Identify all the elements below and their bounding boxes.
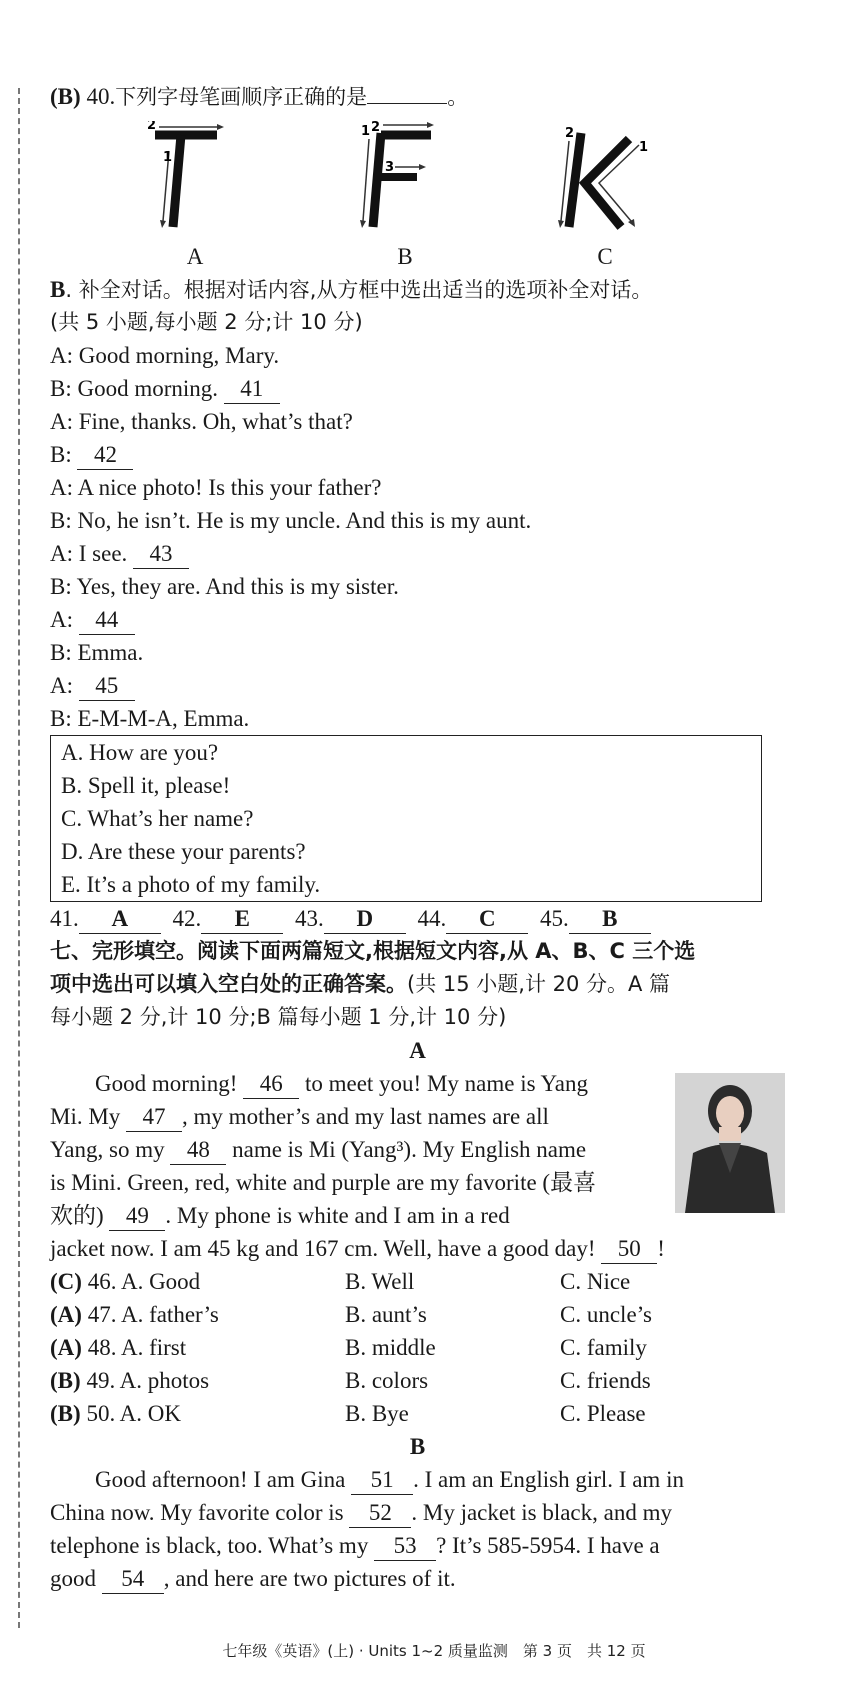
box-option: D. Are these your parents?	[61, 839, 306, 864]
options-box	[50, 735, 762, 902]
answer-45[interactable]: B	[569, 905, 651, 934]
letter-f-strokes	[355, 121, 455, 236]
blank-44[interactable]: 44	[79, 606, 135, 635]
dialogue-line: B: No, he isn’t. He is my uncle. And this is my aunt.	[50, 508, 532, 533]
letter-f-figure: 1 2 3 B	[355, 113, 455, 273]
stroke-num: 1	[163, 150, 173, 165]
section-b-title: B. 补全对话。根据对话内容,从方框中选出适当的选项补全对话。	[50, 277, 653, 302]
letter-t-figure: 2 1 A	[145, 113, 245, 273]
answer-40: B	[57, 84, 74, 109]
dialogue-line: B: Good morning. 41	[50, 372, 785, 405]
letter-stroke-figures	[50, 113, 785, 273]
passage-line: good 54 , and here are two pictures of it.	[50, 1562, 785, 1595]
passage-line: 欢的) 49 . My phone is white and I am in a red	[50, 1199, 610, 1232]
answer-43[interactable]: D	[324, 905, 406, 934]
question-48: (A) 48. A. first B. middle C. family	[50, 1335, 647, 1360]
dialogue-line: A: 44	[50, 603, 785, 636]
answer-row: 41. A 42. E 43. D 44. C 45. B	[50, 902, 785, 935]
blank-43[interactable]: 43	[133, 540, 189, 569]
question-40: (B) 40.下列字母笔画顺序正确的是 。	[50, 84, 469, 109]
blank-54[interactable]: 54	[102, 1565, 164, 1594]
dialogue-line: A: 45	[50, 669, 785, 702]
passage-line: telephone is black, too. What’s my 53 ? It’s 585-5954. I have a	[50, 1529, 785, 1562]
question-47: (A) 47. A. father’s B. aunt’s C. uncle’s	[50, 1302, 652, 1327]
letter-k-strokes	[555, 121, 655, 236]
letter-t-strokes	[145, 121, 245, 236]
stroke-num: 1	[639, 140, 649, 155]
page-footer: 七年级《英语》(上) · Units 1~2 质量监测 第 3 页 共 12 页	[222, 1642, 646, 1660]
question-49: (B) 49. A. photos B. colors C. friends	[50, 1368, 651, 1393]
blank-48[interactable]: 48	[170, 1136, 226, 1165]
exam-page	[50, 80, 785, 1595]
dialogue-line: B: 42	[50, 438, 785, 471]
blank-42[interactable]: 42	[77, 441, 133, 470]
section-7-title-3: 每小题 2 分,计 10 分;B 篇每小题 1 分,计 10 分)	[50, 1005, 507, 1029]
passage-line: Good afternoon! I am Gina 51 . I am an English girl. I am in	[50, 1463, 785, 1496]
answer-41[interactable]: A	[79, 905, 161, 934]
stroke-num: 2	[371, 121, 381, 135]
blank-41[interactable]: 41	[224, 375, 280, 404]
box-option: E. It’s a photo of my family.	[61, 872, 321, 897]
passage-line: jacket now. I am 45 kg and 167 cm. Well, have a good day! 50 !	[50, 1232, 785, 1265]
letter-k-figure: 2 1 C	[555, 113, 655, 273]
dialogue-line: A: Good morning, Mary.	[50, 343, 280, 368]
dialogue	[50, 339, 785, 735]
dialogue-line: B: Yes, they are. And this is my sister.	[50, 574, 399, 599]
stroke-num: 1	[361, 124, 371, 139]
portrait-photo	[675, 1073, 785, 1213]
blank-49[interactable]: 49	[109, 1202, 165, 1231]
dialogue-line: A: I see. 43	[50, 537, 785, 570]
blank-45[interactable]: 45	[79, 672, 135, 701]
section-7-title-2: 项中选出可以填入空白处的正确答案。(共 15 小题,计 20 分。A 篇	[50, 972, 671, 996]
passage-line: Yang, so my 48 name is Mi (Yang³). My English name	[50, 1133, 610, 1166]
question-46: (C) 46. A. Good B. Well C. Nice	[50, 1269, 631, 1294]
blank-51[interactable]: 51	[351, 1466, 413, 1495]
blank-47[interactable]: 47	[126, 1103, 182, 1132]
passage-a	[50, 1067, 785, 1265]
question-50: (B) 50. A. OK B. Bye C. Please	[50, 1401, 646, 1426]
passage-a-questions	[50, 1265, 785, 1430]
section-7-title: 七、完形填空。阅读下面两篇短文,根据短文内容,从 A、B、C 三个选	[50, 939, 696, 963]
stroke-num: 2	[147, 121, 157, 133]
box-option: C. What’s her name?	[61, 806, 254, 831]
passage-b	[50, 1463, 785, 1595]
box-option: B. Spell it, please!	[61, 773, 231, 798]
passage-a-heading: A	[409, 1038, 426, 1063]
stroke-num: 2	[565, 126, 575, 141]
portrait-figure	[675, 1073, 785, 1213]
answer-42[interactable]: E	[201, 905, 283, 934]
blank-53[interactable]: 53	[374, 1532, 436, 1561]
dialogue-line: B: E-M-M-A, Emma.	[50, 706, 250, 731]
passage-line: is Mini. Green, red, white and purple are my favorite (最喜	[50, 1170, 597, 1195]
passage-line: China now. My favorite color is 52 . My jacket is black, and my	[50, 1496, 785, 1529]
blank-50[interactable]: 50	[601, 1235, 657, 1264]
passage-line: Mi. My 47 , my mother’s and my last names are all	[50, 1100, 610, 1133]
passage-b-heading: B	[409, 1434, 426, 1459]
cut-line	[18, 88, 20, 1628]
dialogue-line: A: A nice photo! Is this your father?	[50, 475, 382, 500]
stroke-num: 3	[385, 160, 395, 175]
answer-44[interactable]: C	[446, 905, 528, 934]
dialogue-line: B: Emma.	[50, 640, 144, 665]
blank-52[interactable]: 52	[349, 1499, 411, 1528]
passage-line: Good morning! 46 to meet you! My name is Yang	[50, 1067, 610, 1100]
section-b-subtitle: (共 5 小题,每小题 2 分;计 10 分)	[50, 310, 363, 334]
blank-46[interactable]: 46	[243, 1070, 299, 1099]
dialogue-line: A: Fine, thanks. Oh, what’s that?	[50, 409, 353, 434]
box-option: A. How are you?	[61, 740, 219, 765]
